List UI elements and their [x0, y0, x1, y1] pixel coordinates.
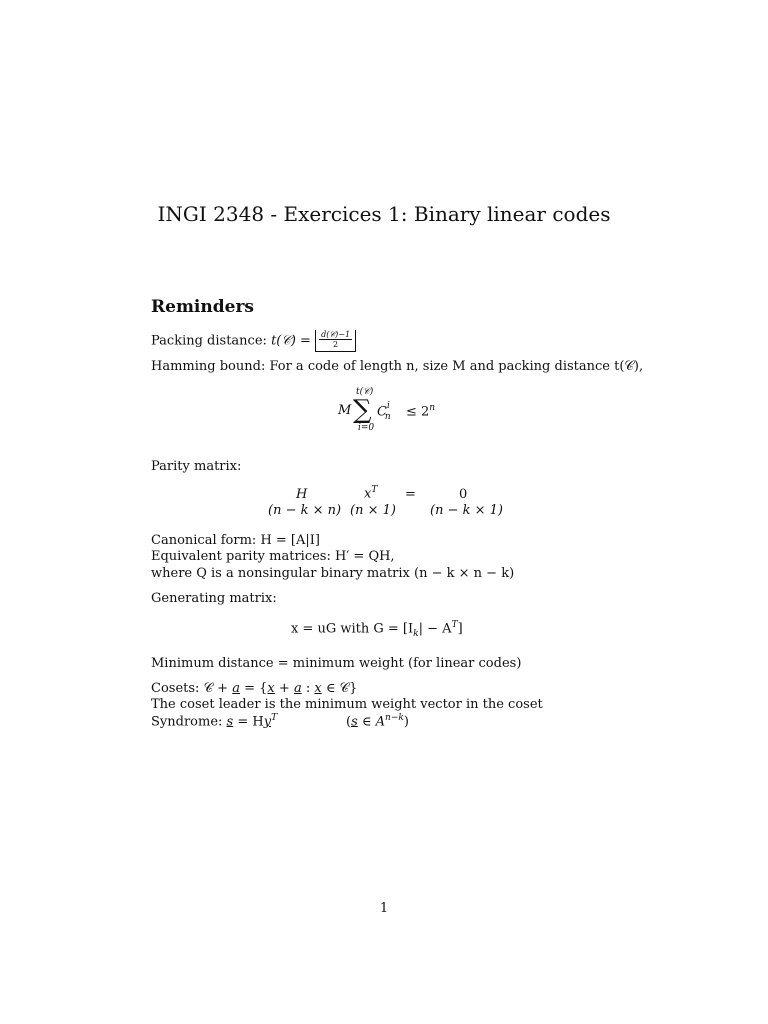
page-title: INGI 2348 - Exercices 1: Binary linear codes [157, 202, 611, 226]
page-number: 1 [379, 901, 389, 916]
nonsingular-note: where Q is a nonsingular binary matrix (n − k × n − k) [151, 566, 515, 581]
fraction-denominator: 2 [333, 340, 339, 349]
section-heading: Reminders [151, 297, 254, 317]
packing-lhs: t(𝒞) = [271, 333, 311, 349]
parity-x: $x^T$ [364, 485, 378, 502]
fraction-numerator: d(𝒞)−1 [321, 330, 351, 339]
syndrome-domain: (s ∈ $A^{n-k}$) [346, 713, 409, 730]
parity-dim-zero: (n − k × 1) [430, 503, 503, 518]
hamming-rhs: ≤ $2^n$ [406, 403, 436, 420]
hamming-M: M [338, 403, 352, 418]
canonical-form: Canonical form: H = [A|I] [151, 533, 320, 548]
packing-fraction [319, 330, 352, 349]
syndrome: Syndrome: $s = Hy^T$ [151, 713, 278, 730]
hamming-bound-text: Hamming bound: For a code of length n, size M and packing distance t(𝒞), [151, 359, 644, 374]
parity-zero: 0 [459, 487, 468, 502]
coset-leader: The coset leader is the minimum weight vector in the coset [151, 697, 543, 712]
sum-lower-limit: i=0 [358, 423, 375, 433]
hamming-equation [336, 387, 446, 435]
hamming-term: $C^i_n$ [377, 401, 391, 422]
summation-icon: ∑ [353, 395, 372, 425]
floor-bracket [315, 330, 356, 352]
sum-upper-limit: t(𝒞) [356, 387, 374, 397]
parity-label: Parity matrix: [151, 459, 242, 474]
parity-H: H [296, 487, 308, 502]
equivalent-parity: Equivalent parity matrices: H′ = QH, [151, 549, 395, 564]
parity-dim-x: (n × 1) [350, 503, 396, 518]
parity-equals: = [405, 487, 416, 502]
packing-distance [151, 330, 356, 352]
parity-dim-H: (n − k × n) [268, 503, 342, 518]
packing-label: Packing distance: [151, 333, 267, 349]
generating-equation: x = uG with $G = [I_k| - A^T]$ [291, 620, 463, 639]
minimum-distance: Minimum distance = minimum weight (for linear codes) [151, 656, 522, 671]
generating-label: Generating matrix: [151, 591, 277, 606]
cosets: Cosets: 𝒞 + a = {x + a : x ∈ 𝒞} [151, 681, 358, 696]
